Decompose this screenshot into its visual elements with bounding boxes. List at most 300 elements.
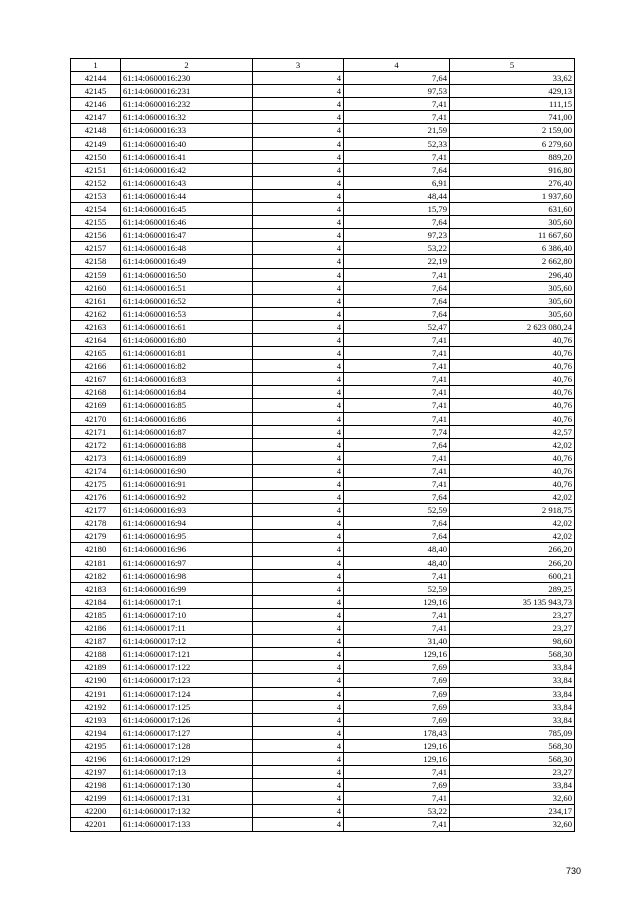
table-row	[71, 150, 575, 163]
area-cell: 7,41	[344, 347, 450, 360]
value-cell: 32,60	[450, 818, 575, 831]
value-cell: 40,76	[450, 412, 575, 425]
table-row	[71, 622, 575, 635]
area-cell: 7,41	[344, 373, 450, 386]
cadastral-number-cell: 61:14:0600017:123	[121, 674, 253, 687]
area-cell: 15,79	[344, 203, 450, 216]
table-row	[71, 412, 575, 425]
row-number-cell: 42153	[71, 189, 121, 202]
cadastral-number-cell: 61:14:0600016:33	[121, 124, 253, 137]
table-row	[71, 189, 575, 202]
row-number-cell: 42169	[71, 399, 121, 412]
area-cell: 7,41	[344, 268, 450, 281]
table-row	[71, 320, 575, 333]
value-cell: 40,76	[450, 478, 575, 491]
value-cell: 42,02	[450, 438, 575, 451]
category-cell: 4	[253, 333, 344, 346]
area-cell: 22,19	[344, 255, 450, 268]
cadastral-number-cell: 61:14:0600017:10	[121, 608, 253, 621]
area-cell: 6,91	[344, 176, 450, 189]
category-cell: 4	[253, 320, 344, 333]
area-cell: 7,64	[344, 72, 450, 85]
value-cell: 32,60	[450, 792, 575, 805]
value-cell: 33,84	[450, 661, 575, 674]
value-cell: 305,60	[450, 307, 575, 320]
area-cell: 7,41	[344, 464, 450, 477]
table-row	[71, 713, 575, 726]
cadastral-number-cell: 61:14:0600017:13	[121, 766, 253, 779]
table-row	[71, 805, 575, 818]
cadastral-number-cell: 61:14:0600016:51	[121, 281, 253, 294]
value-cell: 568,30	[450, 739, 575, 752]
area-cell: 7,64	[344, 491, 450, 504]
table-row	[71, 255, 575, 268]
area-cell: 7,41	[344, 98, 450, 111]
cadastral-number-cell: 61:14:0600016:42	[121, 163, 253, 176]
row-number-cell: 42186	[71, 622, 121, 635]
area-cell: 7,41	[344, 569, 450, 582]
category-cell: 4	[253, 648, 344, 661]
table-row	[71, 766, 575, 779]
cadastral-number-cell: 61:14:0600016:40	[121, 137, 253, 150]
category-cell: 4	[253, 268, 344, 281]
category-cell: 4	[253, 438, 344, 451]
cadastral-number-cell: 61:14:0600017:130	[121, 779, 253, 792]
value-cell: 2 662,80	[450, 255, 575, 268]
value-cell: 42,02	[450, 530, 575, 543]
table-row	[71, 111, 575, 124]
cadastral-number-cell: 61:14:0600017:125	[121, 700, 253, 713]
value-cell: 234,17	[450, 805, 575, 818]
cadastral-number-cell: 61:14:0600016:93	[121, 504, 253, 517]
area-cell: 7,74	[344, 425, 450, 438]
category-cell: 4	[253, 608, 344, 621]
table-row	[71, 464, 575, 477]
table-row	[71, 726, 575, 739]
value-cell: 42,02	[450, 491, 575, 504]
cadastral-number-cell: 61:14:0600016:53	[121, 307, 253, 320]
area-cell: 7,41	[344, 111, 450, 124]
category-cell: 4	[253, 137, 344, 150]
category-cell: 4	[253, 464, 344, 477]
category-cell: 4	[253, 766, 344, 779]
cadastral-number-cell: 61:14:0600016:45	[121, 203, 253, 216]
cadastral-number-cell: 61:14:0600016:99	[121, 582, 253, 595]
category-cell: 4	[253, 504, 344, 517]
row-number-cell: 42201	[71, 818, 121, 831]
cadastral-number-cell: 61:14:0600016:95	[121, 530, 253, 543]
row-number-cell: 42160	[71, 281, 121, 294]
table-row	[71, 98, 575, 111]
value-cell: 11 667,60	[450, 229, 575, 242]
value-cell: 40,76	[450, 333, 575, 346]
cadastral-number-cell: 61:14:0600017:121	[121, 648, 253, 661]
cadastral-number-cell: 61:14:0600016:83	[121, 373, 253, 386]
value-cell: 276,40	[450, 176, 575, 189]
value-cell: 42,57	[450, 425, 575, 438]
row-number-cell: 42183	[71, 582, 121, 595]
area-cell: 97,53	[344, 85, 450, 98]
table-row	[71, 674, 575, 687]
area-cell: 7,69	[344, 700, 450, 713]
cadastral-number-cell: 61:14:0600017:133	[121, 818, 253, 831]
table-row	[71, 281, 575, 294]
row-number-cell: 42197	[71, 766, 121, 779]
category-cell: 4	[253, 386, 344, 399]
area-cell: 7,41	[344, 386, 450, 399]
table-row	[71, 700, 575, 713]
cadastral-number-cell: 61:14:0600016:46	[121, 216, 253, 229]
cadastral-number-cell: 61:14:0600016:92	[121, 491, 253, 504]
category-cell: 4	[253, 700, 344, 713]
area-cell: 97,23	[344, 229, 450, 242]
cadastral-number-cell: 61:14:0600016:91	[121, 478, 253, 491]
table-row	[71, 478, 575, 491]
area-cell: 129,16	[344, 752, 450, 765]
area-cell: 7,69	[344, 674, 450, 687]
row-number-cell: 42147	[71, 111, 121, 124]
table-row	[71, 373, 575, 386]
cadastral-number-cell: 61:14:0600016:48	[121, 242, 253, 255]
cadastral-number-cell: 61:14:0600016:44	[121, 189, 253, 202]
cadastral-number-cell: 61:14:0600016:81	[121, 347, 253, 360]
row-number-cell: 42144	[71, 72, 121, 85]
table-row	[71, 229, 575, 242]
row-number-cell: 42154	[71, 203, 121, 216]
cadastral-number-cell: 61:14:0600016:230	[121, 72, 253, 85]
area-cell: 7,64	[344, 530, 450, 543]
area-cell: 7,69	[344, 661, 450, 674]
category-cell: 4	[253, 779, 344, 792]
table-row	[71, 268, 575, 281]
value-cell: 40,76	[450, 347, 575, 360]
area-cell: 7,64	[344, 294, 450, 307]
row-number-cell: 42167	[71, 373, 121, 386]
cadastral-number-cell: 61:14:0600017:131	[121, 792, 253, 805]
category-cell: 4	[253, 491, 344, 504]
row-number-cell: 42188	[71, 648, 121, 661]
area-cell: 48,40	[344, 556, 450, 569]
value-cell: 785,09	[450, 726, 575, 739]
table-row	[71, 203, 575, 216]
category-cell: 4	[253, 189, 344, 202]
cadastral-number-cell: 61:14:0600016:231	[121, 85, 253, 98]
row-number-cell: 42195	[71, 739, 121, 752]
area-cell: 48,44	[344, 189, 450, 202]
category-cell: 4	[253, 713, 344, 726]
value-cell: 889,20	[450, 150, 575, 163]
value-cell: 42,02	[450, 517, 575, 530]
category-cell: 4	[253, 150, 344, 163]
column-header-2: 2	[121, 59, 253, 72]
category-cell: 4	[253, 818, 344, 831]
value-cell: 33,84	[450, 779, 575, 792]
category-cell: 4	[253, 805, 344, 818]
value-cell: 296,40	[450, 268, 575, 281]
cadastral-number-cell: 61:14:0600016:52	[121, 294, 253, 307]
category-cell: 4	[253, 373, 344, 386]
row-number-cell: 42176	[71, 491, 121, 504]
value-cell: 2 918,75	[450, 504, 575, 517]
area-cell: 178,43	[344, 726, 450, 739]
table-row	[71, 307, 575, 320]
value-cell: 111,15	[450, 98, 575, 111]
table-row	[71, 438, 575, 451]
row-number-cell: 42145	[71, 85, 121, 98]
value-cell: 305,60	[450, 294, 575, 307]
area-cell: 7,41	[344, 608, 450, 621]
value-cell: 40,76	[450, 399, 575, 412]
table-row	[71, 635, 575, 648]
area-cell: 21,59	[344, 124, 450, 137]
row-number-cell: 42175	[71, 478, 121, 491]
category-cell: 4	[253, 242, 344, 255]
table-row	[71, 242, 575, 255]
row-number-cell: 42171	[71, 425, 121, 438]
cadastral-number-cell: 61:14:0600016:49	[121, 255, 253, 268]
value-cell: 33,84	[450, 674, 575, 687]
cadastral-number-cell: 61:14:0600017:127	[121, 726, 253, 739]
table-row	[71, 425, 575, 438]
value-cell: 6 386,40	[450, 242, 575, 255]
area-cell: 7,64	[344, 163, 450, 176]
category-cell: 4	[253, 635, 344, 648]
row-number-cell: 42159	[71, 268, 121, 281]
value-cell: 23,27	[450, 766, 575, 779]
table-row	[71, 137, 575, 150]
cadastral-number-cell: 61:14:0600016:82	[121, 360, 253, 373]
row-number-cell: 42164	[71, 333, 121, 346]
row-number-cell: 42172	[71, 438, 121, 451]
category-cell: 4	[253, 674, 344, 687]
table-row	[71, 451, 575, 464]
area-cell: 7,41	[344, 412, 450, 425]
category-cell: 4	[253, 111, 344, 124]
row-number-cell: 42180	[71, 543, 121, 556]
category-cell: 4	[253, 307, 344, 320]
table-row	[71, 85, 575, 98]
table-row	[71, 504, 575, 517]
row-number-cell: 42162	[71, 307, 121, 320]
cadastral-number-cell: 61:14:0600016:47	[121, 229, 253, 242]
category-cell: 4	[253, 792, 344, 805]
row-number-cell: 42178	[71, 517, 121, 530]
value-cell: 266,20	[450, 543, 575, 556]
table-row	[71, 661, 575, 674]
row-number-cell: 42192	[71, 700, 121, 713]
area-cell: 52,47	[344, 320, 450, 333]
cadastral-number-cell: 61:14:0600016:232	[121, 98, 253, 111]
cadastral-number-cell: 61:14:0600016:96	[121, 543, 253, 556]
data-table	[70, 58, 575, 832]
category-cell: 4	[253, 281, 344, 294]
cadastral-number-cell: 61:14:0600016:84	[121, 386, 253, 399]
value-cell: 631,60	[450, 203, 575, 216]
area-cell: 7,41	[344, 622, 450, 635]
table-row	[71, 517, 575, 530]
category-cell: 4	[253, 360, 344, 373]
category-cell: 4	[253, 739, 344, 752]
row-number-cell: 42198	[71, 779, 121, 792]
category-cell: 4	[253, 687, 344, 700]
category-cell: 4	[253, 347, 344, 360]
category-cell: 4	[253, 203, 344, 216]
value-cell: 305,60	[450, 281, 575, 294]
value-cell: 33,84	[450, 700, 575, 713]
row-number-cell: 42157	[71, 242, 121, 255]
cadastral-number-cell: 61:14:0600016:87	[121, 425, 253, 438]
column-header-1: 1	[71, 59, 121, 72]
cadastral-number-cell: 61:14:0600017:11	[121, 622, 253, 635]
cadastral-number-cell: 61:14:0600017:1	[121, 595, 253, 608]
table-row	[71, 294, 575, 307]
table-row	[71, 752, 575, 765]
cadastral-number-cell: 61:14:0600016:85	[121, 399, 253, 412]
category-cell: 4	[253, 451, 344, 464]
table-row	[71, 569, 575, 582]
cadastral-number-cell: 61:14:0600016:43	[121, 176, 253, 189]
table-row	[71, 72, 575, 85]
row-number-cell: 42155	[71, 216, 121, 229]
row-number-cell: 42184	[71, 595, 121, 608]
row-number-cell: 42165	[71, 347, 121, 360]
row-number-cell: 42158	[71, 255, 121, 268]
row-number-cell: 42196	[71, 752, 121, 765]
category-cell: 4	[253, 752, 344, 765]
row-number-cell: 42189	[71, 661, 121, 674]
table-row	[71, 399, 575, 412]
category-cell: 4	[253, 661, 344, 674]
table-row	[71, 124, 575, 137]
row-number-cell: 42146	[71, 98, 121, 111]
area-cell: 7,41	[344, 360, 450, 373]
area-cell: 7,64	[344, 517, 450, 530]
row-number-cell: 42194	[71, 726, 121, 739]
table-row	[71, 216, 575, 229]
area-cell: 7,64	[344, 216, 450, 229]
category-cell: 4	[253, 543, 344, 556]
cadastral-number-cell: 61:14:0600016:86	[121, 412, 253, 425]
row-number-cell: 42166	[71, 360, 121, 373]
category-cell: 4	[253, 582, 344, 595]
area-cell: 7,64	[344, 438, 450, 451]
column-header-3: 3	[253, 59, 344, 72]
table-body	[71, 72, 575, 831]
row-number-cell: 42185	[71, 608, 121, 621]
value-cell: 741,00	[450, 111, 575, 124]
area-cell: 7,41	[344, 766, 450, 779]
table-row	[71, 530, 575, 543]
cadastral-number-cell: 61:14:0600016:88	[121, 438, 253, 451]
value-cell: 2 159,00	[450, 124, 575, 137]
category-cell: 4	[253, 412, 344, 425]
value-cell: 33,84	[450, 687, 575, 700]
table-row	[71, 648, 575, 661]
row-number-cell: 42179	[71, 530, 121, 543]
table-row	[71, 608, 575, 621]
area-cell: 129,16	[344, 739, 450, 752]
table-row	[71, 779, 575, 792]
area-cell: 7,41	[344, 150, 450, 163]
category-cell: 4	[253, 255, 344, 268]
area-cell: 31,40	[344, 635, 450, 648]
row-number-cell: 42150	[71, 150, 121, 163]
value-cell: 33,84	[450, 713, 575, 726]
row-number-cell: 42200	[71, 805, 121, 818]
row-number-cell: 42168	[71, 386, 121, 399]
area-cell: 7,41	[344, 818, 450, 831]
value-cell: 429,13	[450, 85, 575, 98]
area-cell: 52,33	[344, 137, 450, 150]
area-cell: 7,41	[344, 333, 450, 346]
area-cell: 7,41	[344, 399, 450, 412]
value-cell: 35 135 943,73	[450, 595, 575, 608]
category-cell: 4	[253, 72, 344, 85]
row-number-cell: 42191	[71, 687, 121, 700]
category-cell: 4	[253, 163, 344, 176]
table-row	[71, 386, 575, 399]
table-row	[71, 582, 575, 595]
table-row	[71, 818, 575, 831]
cadastral-number-cell: 61:14:0600016:61	[121, 320, 253, 333]
row-number-cell: 42187	[71, 635, 121, 648]
row-number-cell: 42199	[71, 792, 121, 805]
category-cell: 4	[253, 622, 344, 635]
cadastral-number-cell: 61:14:0600016:97	[121, 556, 253, 569]
category-cell: 4	[253, 478, 344, 491]
area-cell: 53,22	[344, 805, 450, 818]
area-cell: 7,69	[344, 713, 450, 726]
row-number-cell: 42190	[71, 674, 121, 687]
value-cell: 266,20	[450, 556, 575, 569]
category-cell: 4	[253, 98, 344, 111]
area-cell: 7,41	[344, 451, 450, 464]
table-row	[71, 347, 575, 360]
area-cell: 129,16	[344, 595, 450, 608]
table-row	[71, 360, 575, 373]
area-cell: 7,69	[344, 687, 450, 700]
category-cell: 4	[253, 176, 344, 189]
area-cell: 53,22	[344, 242, 450, 255]
value-cell: 98,60	[450, 635, 575, 648]
column-header-4: 4	[344, 59, 450, 72]
row-number-cell: 42152	[71, 176, 121, 189]
row-number-cell: 42161	[71, 294, 121, 307]
value-cell: 33,62	[450, 72, 575, 85]
value-cell: 305,60	[450, 216, 575, 229]
area-cell: 52,59	[344, 582, 450, 595]
table-row	[71, 491, 575, 504]
table-row	[71, 543, 575, 556]
cadastral-number-cell: 61:14:0600016:98	[121, 569, 253, 582]
value-cell: 1 937,60	[450, 189, 575, 202]
category-cell: 4	[253, 399, 344, 412]
header-row	[71, 59, 575, 72]
category-cell: 4	[253, 216, 344, 229]
cadastral-number-cell: 61:14:0600017:132	[121, 805, 253, 818]
table-row	[71, 792, 575, 805]
category-cell: 4	[253, 85, 344, 98]
table-row	[71, 176, 575, 189]
column-header-5: 5	[450, 59, 575, 72]
cadastral-number-cell: 61:14:0600016:80	[121, 333, 253, 346]
cadastral-number-cell: 61:14:0600016:94	[121, 517, 253, 530]
value-cell: 600,21	[450, 569, 575, 582]
value-cell: 40,76	[450, 451, 575, 464]
row-number-cell: 42151	[71, 163, 121, 176]
cadastral-number-cell: 61:14:0600017:12	[121, 635, 253, 648]
cadastral-number-cell: 61:14:0600017:122	[121, 661, 253, 674]
